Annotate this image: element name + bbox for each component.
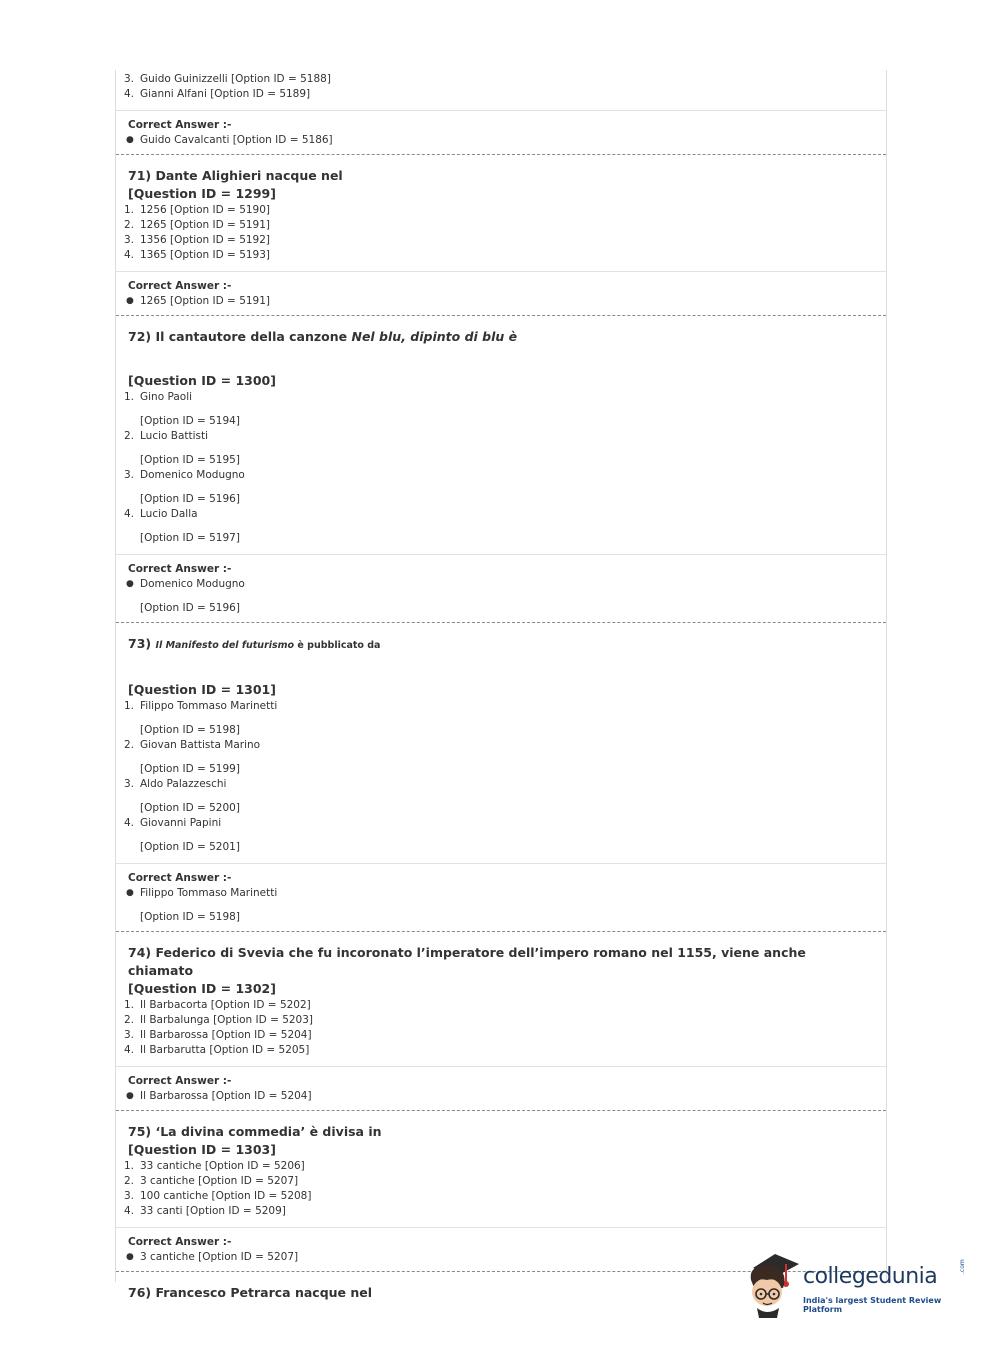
option: 3. Guido Guinizzelli [Option ID = 5188] <box>124 73 331 85</box>
logo-tagline: India's largest Student Review Platform <box>803 1296 942 1314</box>
option-id: [Option ID = 5200] <box>140 802 240 814</box>
option-list <box>124 998 874 1058</box>
option: 1. Filippo Tommaso Marinetti <box>124 700 278 712</box>
option: 2. 3 cantiche [Option ID = 5207] <box>124 1175 299 1187</box>
option: 4. Gianni Alfani [Option ID = 5189] <box>124 88 311 100</box>
question-74 <box>116 932 886 1058</box>
question-71 <box>116 155 886 263</box>
option: 2. 1265 [Option ID = 5191] <box>124 219 271 231</box>
question-title: 71) Dante Alighieri nacque nel <box>128 168 343 183</box>
option: 4. 33 canti [Option ID = 5209] <box>124 1205 286 1217</box>
answer-section <box>116 1067 886 1110</box>
correct-answer: ● 3 cantiche [Option ID = 5207] <box>126 1251 299 1263</box>
option-list <box>124 699 874 855</box>
bullet-icon: ● <box>126 1252 134 1262</box>
answer-section <box>116 555 886 622</box>
bullet-icon: ● <box>126 579 134 589</box>
option: 1. 33 cantiche [Option ID = 5206] <box>124 1160 305 1172</box>
option-id: [Option ID = 5195] <box>140 454 240 466</box>
question-title: 72) Il cantautore della canzone Nel blu, dipinto di blu è <box>128 329 518 344</box>
option: 4. Lucio Dalla <box>124 508 198 520</box>
question-title: 76) Francesco Petrarca nacque nel <box>128 1285 373 1300</box>
answer-section <box>116 864 886 931</box>
option-id: [Option ID = 5199] <box>140 763 240 775</box>
question-id: [Question ID = 1302] <box>128 981 276 996</box>
correct-answer-heading: Correct Answer :- <box>128 1236 232 1248</box>
bullet-icon: ● <box>126 1091 134 1101</box>
option: 3. 100 cantiche [Option ID = 5208] <box>124 1190 312 1202</box>
option-list <box>124 1159 874 1219</box>
bullet-icon: ● <box>126 135 134 145</box>
option: 4. 1365 [Option ID = 5193] <box>124 249 271 261</box>
correct-answer-heading: Correct Answer :- <box>128 280 232 292</box>
correct-answer: ● Filippo Tommaso Marinetti <box>126 887 278 899</box>
correct-answer-heading: Correct Answer :- <box>128 1075 232 1087</box>
option-list <box>124 203 874 263</box>
option: 1. 1256 [Option ID = 5190] <box>124 204 271 216</box>
option-id: [Option ID = 5196] <box>140 493 240 505</box>
question-75 <box>116 1111 886 1219</box>
option: 3. Il Barbarossa [Option ID = 5204] <box>124 1029 312 1041</box>
question-72 <box>116 316 886 546</box>
option-list <box>124 72 874 102</box>
question-73 <box>116 623 886 855</box>
correct-answer-heading: Correct Answer :- <box>128 119 232 131</box>
option: 3. 1356 [Option ID = 5192] <box>124 234 271 246</box>
question-id: [Question ID = 1303] <box>128 1142 276 1157</box>
logo-domain: .com <box>959 1259 966 1274</box>
correct-answer: ● 1265 [Option ID = 5191] <box>126 295 271 307</box>
option: 1. Il Barbacorta [Option ID = 5202] <box>124 999 311 1011</box>
correct-answer: ● Guido Cavalcanti [Option ID = 5186] <box>126 134 333 146</box>
option: 4. Giovanni Papini <box>124 817 222 829</box>
correct-answer-heading: Correct Answer :- <box>128 563 232 575</box>
question-id: [Question ID = 1301] <box>128 682 276 697</box>
question-title: 75) ‘La divina commedia’ è divisa in <box>128 1124 382 1139</box>
option: 2. Giovan Battista Marino <box>124 739 261 751</box>
question-title: 73) Il Manifesto del futurismo è pubblicato da <box>128 636 381 651</box>
correct-answer-option-id: [Option ID = 5198] <box>140 911 240 923</box>
question-title: 74) Federico di Svevia che fu incoronato l’imperatore dell’impero romano nel 1155, viene anche chiamato <box>128 945 806 978</box>
correct-answer-heading: Correct Answer :- <box>128 872 232 884</box>
collegedunia-logo <box>745 1250 975 1320</box>
option: 2. Il Barbalunga [Option ID = 5203] <box>124 1014 314 1026</box>
bullet-icon: ● <box>126 296 134 306</box>
option: 1. Gino Paoli <box>124 391 193 403</box>
answer-section <box>116 272 886 315</box>
question-id: [Question ID = 1299] <box>128 186 276 201</box>
question-id: [Question ID = 1300] <box>128 373 276 388</box>
logo-wordmark: collegedunia <box>803 1264 938 1289</box>
option: 2. Lucio Battisti <box>124 430 209 442</box>
option-list <box>124 390 874 546</box>
option-id: [Option ID = 5194] <box>140 415 240 427</box>
option: 3. Domenico Modugno <box>124 469 245 481</box>
option: 3. Aldo Palazzeschi <box>124 778 227 790</box>
correct-answer: ● Domenico Modugno <box>126 578 245 590</box>
option: 4. Il Barbarutta [Option ID = 5205] <box>124 1044 310 1056</box>
option-id: [Option ID = 5201] <box>140 841 240 853</box>
answer-section <box>116 111 886 154</box>
bullet-icon: ● <box>126 888 134 898</box>
option-id: [Option ID = 5198] <box>140 724 240 736</box>
correct-answer: ● Il Barbarossa [Option ID = 5204] <box>126 1090 312 1102</box>
mascot-icon <box>745 1250 805 1320</box>
option-id: [Option ID = 5197] <box>140 532 240 544</box>
correct-answer-option-id: [Option ID = 5196] <box>140 602 240 614</box>
question-fragment <box>116 70 886 102</box>
